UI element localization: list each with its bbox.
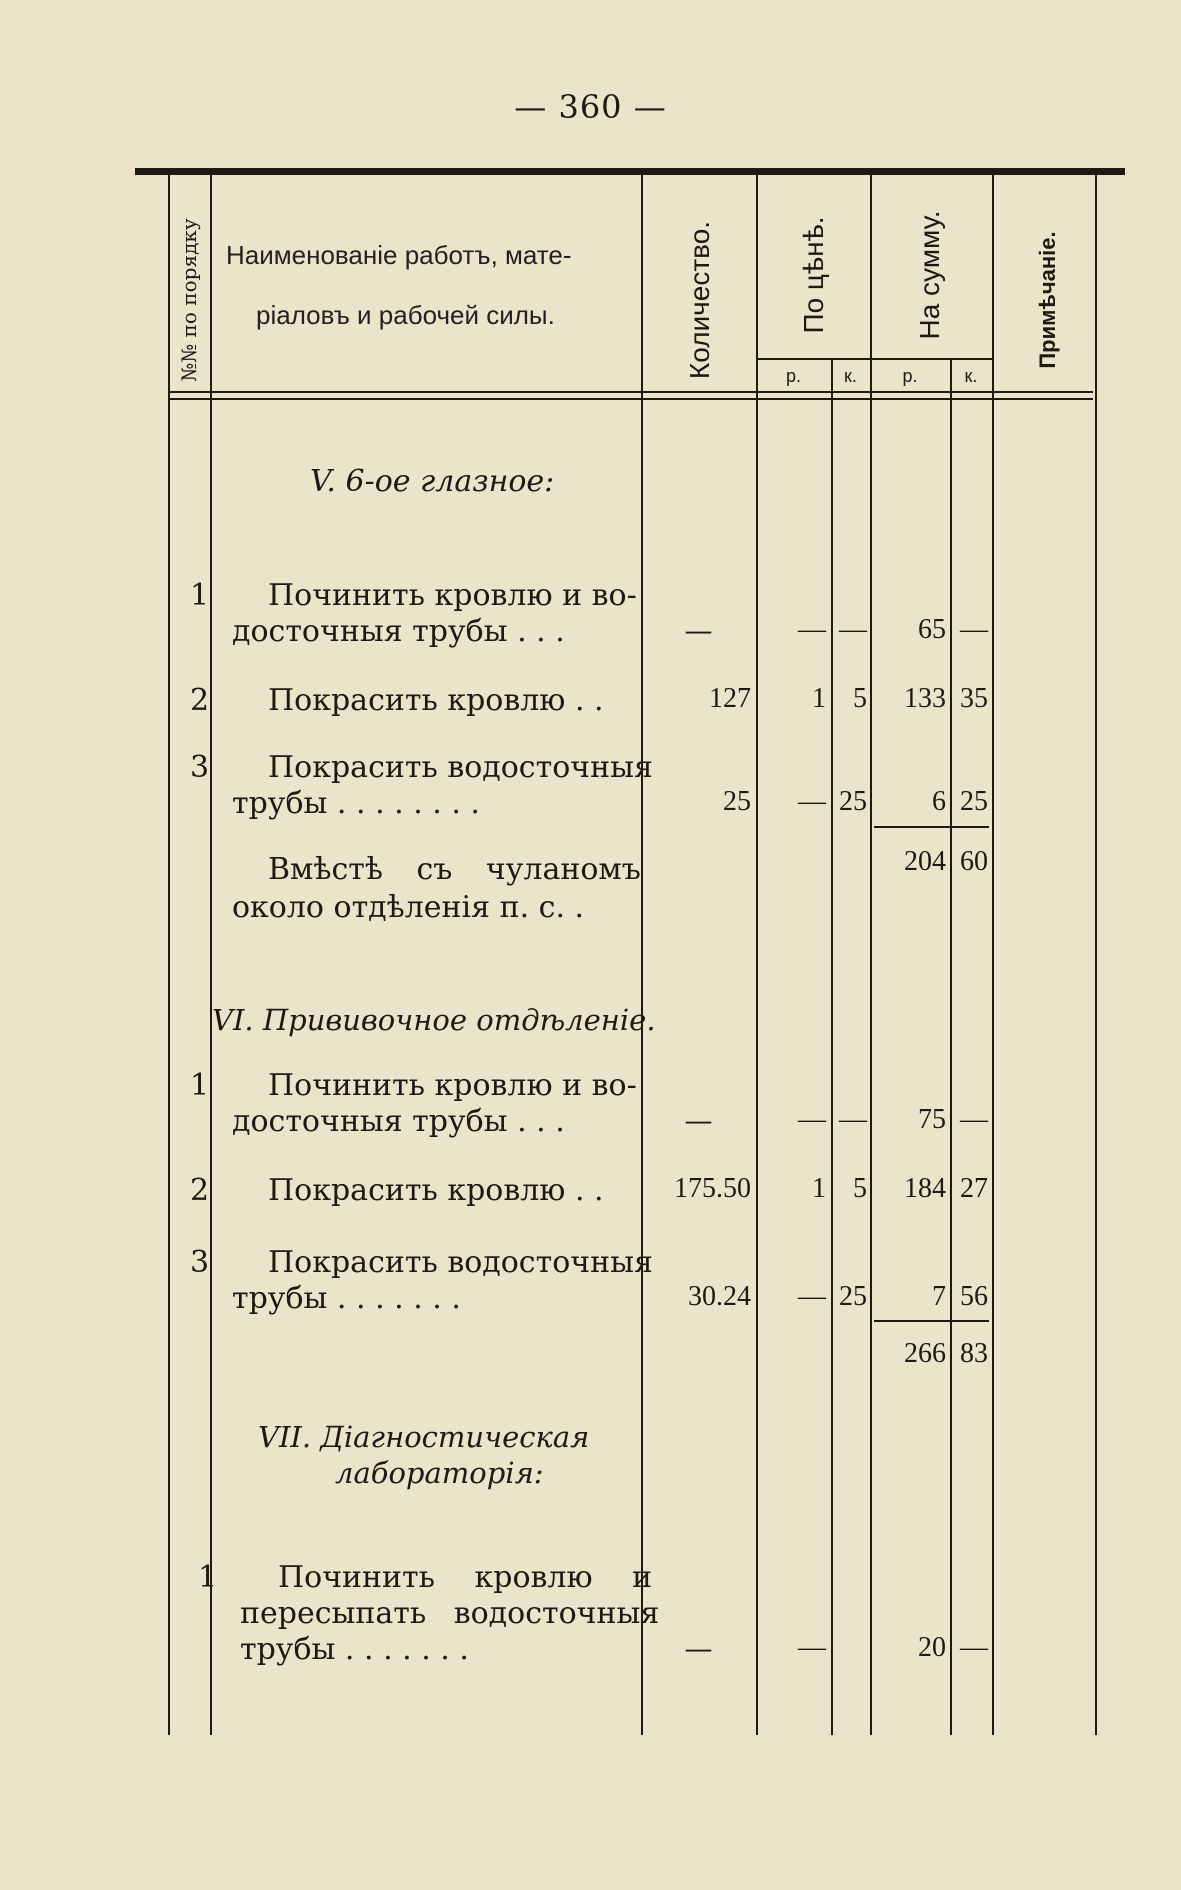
- row-sum-kop: —: [960, 1104, 988, 1135]
- row-qty: —: [684, 1104, 713, 1137]
- row-number: 3: [190, 1245, 210, 1280]
- col-rule-price: [756, 175, 758, 1735]
- row-sum-kop: —: [960, 1632, 988, 1663]
- row-price-rub: —: [798, 786, 826, 817]
- row-price-kop: 5: [853, 683, 867, 714]
- row-description-cont: пересыпать водосточныя: [240, 1596, 660, 1631]
- row-price-rub: —: [798, 1632, 826, 1663]
- row-sum-rub: 65: [918, 614, 946, 645]
- row-description-cont: трубы . . . . . . . .: [232, 786, 480, 821]
- section-total-rub: 266: [904, 1338, 946, 1369]
- row-description: Починить кровлю и во-: [268, 1068, 637, 1103]
- total-rule: [874, 826, 989, 828]
- row-sum-kop: 56: [960, 1281, 988, 1312]
- row-sum-kop: 27: [960, 1173, 988, 1204]
- sum-kop-label: к.: [964, 366, 978, 386]
- row-sum-rub: 75: [918, 1104, 946, 1135]
- row-description: Покрасить водосточныя: [268, 1245, 653, 1280]
- section-title-vii: VII. Діагностическая: [258, 1420, 590, 1454]
- row-price-rub: —: [798, 1281, 826, 1312]
- row-price-kop: 25: [839, 1281, 867, 1312]
- col-rule-sum-k: [950, 358, 952, 1735]
- row-number: 3: [190, 750, 210, 785]
- row-qty: 25: [723, 786, 751, 817]
- row-number: 1: [198, 1560, 218, 1595]
- top-rule: [135, 168, 1125, 175]
- col-rule-right: [1095, 175, 1097, 1735]
- row-sum-kop: —: [960, 614, 988, 645]
- price-rub-label: р.: [785, 366, 801, 386]
- col-rule-name: [210, 175, 212, 1735]
- row-description: Покрасить водосточныя: [268, 750, 653, 785]
- section-total-rub: 204: [904, 846, 946, 877]
- col-rule-sum: [870, 175, 872, 1735]
- row-sum-kop: 35: [960, 683, 988, 714]
- row-number: 2: [190, 683, 210, 718]
- row-price-kop: 25: [839, 786, 867, 817]
- col-rule-left: [168, 175, 170, 1735]
- header-qty-col: Количество.: [684, 220, 715, 380]
- row-price-rub: 1: [812, 683, 826, 714]
- row-sum-rub: 20: [918, 1632, 946, 1663]
- row-qty: —: [684, 614, 713, 647]
- header-num-col: №№ по порядку: [177, 218, 201, 382]
- header-name-line2: ріаловъ и рабочей силы.: [256, 300, 555, 330]
- row-price-rub: 1: [812, 1173, 826, 1204]
- section-title-vii-cont: лабораторія:: [335, 1456, 544, 1490]
- header-rule: [168, 391, 1093, 393]
- row-sum-kop: 25: [960, 786, 988, 817]
- row-description-cont: трубы . . . . . . .: [232, 1281, 461, 1316]
- row-price-kop: —: [839, 1104, 867, 1135]
- row-description: Покрасить кровлю . .: [268, 1173, 604, 1208]
- price-subrule: [756, 358, 992, 360]
- row-price-kop: —: [839, 614, 867, 645]
- header-name-line1: Наименованіе работъ, мате-: [226, 240, 572, 270]
- row-price-kop: 5: [853, 1173, 867, 1204]
- row-number: 2: [190, 1173, 210, 1208]
- sum-rub-label: р.: [902, 366, 918, 386]
- price-kop-label: к.: [844, 366, 857, 386]
- row-price-rub: —: [798, 1104, 826, 1135]
- section-total-kop: 83: [960, 1338, 988, 1369]
- row-description: Покрасить кровлю . .: [268, 683, 604, 718]
- page-number: — 360 —: [514, 88, 667, 126]
- col-rule-price-k: [831, 358, 833, 1735]
- row-price-rub: —: [798, 614, 826, 645]
- col-rule-note: [992, 175, 994, 1735]
- row-description: Починить кровлю и: [278, 1560, 653, 1595]
- row-sum-rub: 133: [904, 683, 946, 714]
- header-note-col: Примѣчаніе.: [1035, 231, 1060, 369]
- row-sum-rub: 7: [932, 1281, 946, 1312]
- total-rule: [874, 1320, 989, 1322]
- section-total-kop: 60: [960, 846, 988, 877]
- header-sum-col: На сумму.: [914, 210, 945, 340]
- subtotal-label-cont: около отдѣленія п. с. .: [232, 890, 585, 925]
- row-qty: —: [684, 1632, 713, 1665]
- header-price-col: По цѣнѣ.: [798, 216, 829, 334]
- row-qty: 30.24: [688, 1281, 751, 1312]
- col-rule-qty: [641, 175, 643, 1735]
- row-description-cont: досточныя трубы . . .: [232, 1104, 565, 1139]
- row-description-cont: досточныя трубы . . .: [232, 614, 565, 649]
- row-qty: 175.50: [674, 1173, 751, 1204]
- header-rule-2: [168, 398, 1093, 400]
- row-description-cont-2: трубы . . . . . . .: [240, 1632, 469, 1667]
- row-sum-rub: 6: [932, 786, 946, 817]
- section-title-vi: VI. Прививочное отдѣленіе.: [212, 1003, 656, 1037]
- subtotal-label: Вмѣстѣ съ чуланомъ: [268, 852, 641, 887]
- row-qty: 127: [709, 683, 751, 714]
- row-number: 1: [190, 1068, 210, 1103]
- row-number: 1: [190, 578, 210, 613]
- section-title-v: V. 6-ое глазное:: [310, 464, 555, 499]
- row-sum-rub: 184: [904, 1173, 946, 1204]
- row-description: Починить кровлю и во-: [268, 578, 637, 613]
